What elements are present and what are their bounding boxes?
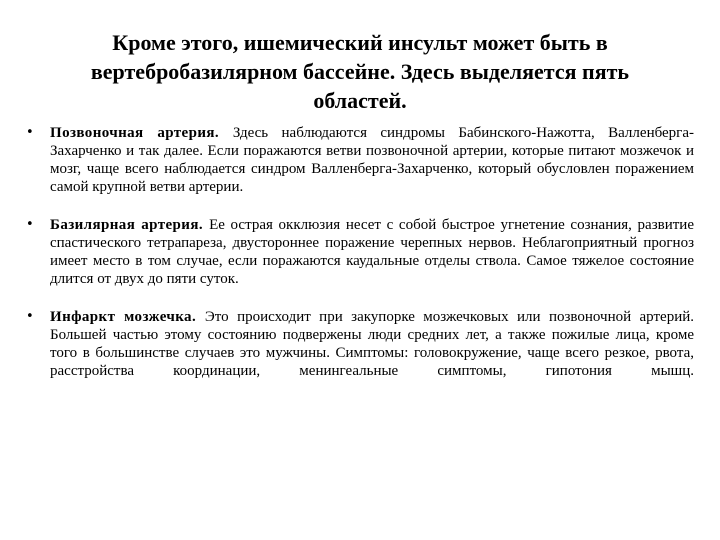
bullet-vertebral-artery bbox=[26, 124, 694, 196]
slide-title bbox=[40, 28, 680, 115]
title-line: областей. bbox=[313, 88, 407, 113]
bullet-dot-icon: • bbox=[26, 125, 34, 140]
bullet-dot-icon: • bbox=[26, 309, 34, 324]
bullet-text: Это происходит при закупорке мозжечковых или позвоночной артерий. Большей частью этому состоянию подвержены люди средних лет, а также пожилые лица, кроме того в большинстве случаев это мужчины. Симптомы: головокружение, чаще всего резкое, рвота, расстройства координации, менингеальные симптомы, гипотония мышц. bbox=[50, 309, 695, 379]
title-line: Кроме этого, ишемический инсульт может быть в bbox=[112, 30, 608, 55]
bullet-list bbox=[26, 124, 694, 400]
bullet-basilar-artery bbox=[26, 216, 694, 288]
bullet-term: Инфаркт мозжечка. bbox=[50, 309, 205, 325]
bullet-text: Здесь наблюдаются синдромы Бабинского-Нажотта, Валленберга-Захарченко и так далее. Если поражаются ветви позвоночной артерии, которые питают мозжечок и мозг, чаще всего наблюдается синдром Валленберга-Захарченко, который обусловлен поражением самой крупной ветви артерии. bbox=[50, 125, 694, 195]
title-line: вертебробазилярном бассейне. Здесь выделяется пять bbox=[90, 59, 630, 84]
bullet-dot-icon: • bbox=[26, 217, 34, 232]
bullet-cerebellar-infarction bbox=[26, 308, 694, 380]
bullet-term: Базилярная артерия. bbox=[50, 217, 210, 233]
bullet-text: Ее острая окклюзия несет с собой быстрое угнетение сознания, развитие спастического тетрапареза, двустороннее поражение черепных нервов. Неблагоприятный прогноз имеет место в том случае, если поражаются каудальные отделы ствола. Самое тяжелое состояние длится от двух до пяти суток. bbox=[50, 217, 694, 287]
bullet-term: Позвоночная артерия. bbox=[50, 125, 233, 141]
